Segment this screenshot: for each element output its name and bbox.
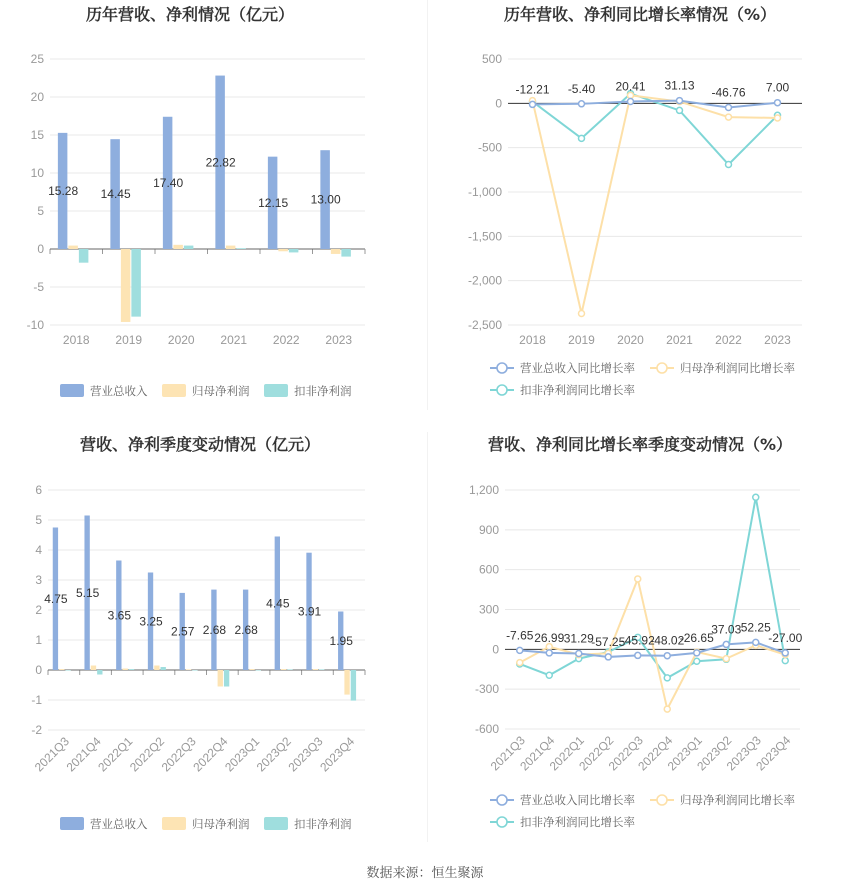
y-tick-label: 15 (30, 128, 44, 142)
bar-value-label: 3.25 (139, 614, 163, 629)
bar-value-label: 15.28 (48, 183, 79, 198)
chart-title: 营收、净利季度变动情况（亿元） (79, 435, 321, 454)
y-tick-label: 500 (481, 52, 502, 66)
point-营业总收入同比增长率-2019 (579, 101, 585, 107)
x-tick-label: 2023Q1 (664, 733, 705, 774)
bar-归母净利润-2021Q4 (91, 666, 96, 671)
x-tick-label: 2023Q2 (253, 734, 294, 775)
point-value-label: -26.65 (679, 630, 714, 645)
point-扣非净利润同比增长率-2023Q4 (782, 658, 788, 664)
annual-growth-rate-svg (425, 0, 850, 430)
y-tick-label: -1,000 (467, 185, 502, 199)
point-归母净利润同比增长率-2021Q3 (517, 660, 523, 666)
legend-swatch-2 (264, 384, 288, 397)
x-tick-label: 2018 (519, 333, 546, 347)
bar-扣非净利润-2021Q3 (65, 670, 70, 671)
line-营业总收入同比增长率 (533, 101, 778, 108)
y-tick-label: 600 (478, 562, 499, 577)
x-tick-label: 2023Q3 (723, 733, 764, 774)
legend-swatch-1 (162, 817, 186, 830)
legend-label-2: 扣非净利润 (294, 817, 352, 831)
bar-value-label: 3.91 (297, 604, 322, 619)
point-归母净利润同比增长率-2022 (726, 114, 732, 120)
point-扣非净利润同比增长率-2019 (579, 135, 585, 141)
point-value-label: -57.25 (591, 634, 626, 649)
bar-扣非净利润-2021 (236, 248, 246, 249)
bar-归母净利润-2020 (173, 245, 183, 249)
bar-归母净利润-2023Q4 (344, 670, 349, 695)
x-tick-label: 2023Q4 (317, 734, 358, 775)
legend-marker-2 (497, 385, 507, 395)
x-tick-label: 2021Q3 (31, 734, 72, 775)
y-tick-label: -5 (33, 280, 44, 294)
bar-value-label: 2.68 (202, 622, 227, 637)
y-tick-label: 6 (35, 483, 42, 497)
legend-marker-1 (657, 363, 667, 373)
point-营业总收入同比增长率-2022Q3 (635, 652, 641, 658)
point-扣非净利润同比增长率-2021Q4 (546, 672, 552, 678)
legend-label-2: 扣非净利润同比增长率 (520, 815, 635, 829)
y-tick-label: 0 (492, 642, 499, 657)
point-营业总收入同比增长率-2022 (726, 104, 732, 110)
x-tick-label: 2021Q4 (63, 734, 104, 775)
bar-归母净利润-2022 (278, 249, 288, 251)
point-value-label: 26.99 (534, 630, 565, 645)
x-tick-label: 2022Q3 (158, 734, 199, 775)
bar-扣非净利润-2023Q2 (287, 669, 292, 670)
y-tick-label: 4 (35, 543, 42, 557)
point-归母净利润同比增长率-2023Q2 (723, 656, 729, 662)
y-tick-label: -10 (26, 318, 44, 332)
y-tick-label: 0 (37, 242, 44, 256)
legend-label-2: 扣非净利润 (294, 384, 352, 398)
legend-label-0: 营业总收入 (90, 817, 148, 831)
y-tick-label: -300 (474, 682, 499, 697)
point-value-label: -27.00 (768, 630, 803, 645)
bar-value-label: 1.95 (329, 633, 353, 648)
bar-扣非净利润-2023Q4 (351, 670, 356, 701)
bar-value-label: 3.65 (107, 608, 132, 623)
y-tick-label: 25 (30, 52, 44, 66)
point-value-label: -12.21 (515, 82, 550, 97)
bar-value-label: 22.82 (205, 155, 236, 170)
y-tick-label: -2,500 (467, 318, 502, 332)
y-tick-label: 5 (37, 204, 44, 218)
x-tick-label: 2020 (617, 333, 644, 347)
point-营业总收入同比增长率-2022Q4 (664, 653, 670, 659)
bar-value-label: 12.15 (258, 195, 289, 210)
legend-marker-2 (497, 817, 507, 827)
y-tick-label: -2 (31, 723, 42, 737)
x-tick-label: 2023Q3 (285, 734, 326, 775)
data-source-note: 数据来源：恒生聚源 (366, 866, 484, 881)
x-tick-label: 2022Q2 (576, 733, 617, 774)
point-营业总收入同比增长率-2023Q4 (782, 650, 788, 656)
x-tick-label: 2023 (764, 333, 791, 347)
point-营业总收入同比增长率-2022Q1 (576, 650, 582, 656)
point-扣非净利润同比增长率-2021 (677, 107, 683, 113)
point-营业总收入同比增长率-2021 (677, 98, 683, 104)
point-营业总收入同比增长率-2021Q3 (517, 647, 523, 653)
x-tick-label: 2023Q2 (694, 733, 735, 774)
legend-swatch-2 (264, 817, 288, 830)
point-value-label: 31.29 (563, 631, 594, 646)
bar-value-label: 13.00 (310, 192, 341, 207)
bar-value-label: 17.40 (153, 175, 184, 190)
x-tick-label: 2019 (115, 333, 143, 347)
legend-label-2: 扣非净利润同比增长率 (520, 383, 635, 397)
annual-growth-rate-chart (425, 0, 850, 430)
legend-marker-0 (497, 363, 507, 373)
bar-扣非净利润-2021Q4 (97, 670, 102, 675)
legend-label-0: 营业总收入 (90, 384, 148, 398)
bar-扣非净利润-2018 (79, 249, 89, 263)
point-营业总收入同比增长率-2021Q4 (546, 650, 552, 656)
bar-归母净利润-2023Q3 (313, 669, 318, 670)
x-tick-label: 2022Q4 (635, 733, 676, 774)
y-tick-label: -600 (474, 722, 499, 736)
point-value-label: 37.03 (711, 622, 742, 637)
bar-扣非净利润-2023 (341, 249, 351, 257)
bar-扣非净利润-2023Q1 (256, 670, 261, 671)
bar-归母净利润-2023Q1 (249, 669, 254, 670)
bar-扣非净利润-2022Q2 (161, 667, 166, 670)
x-tick-label: 2018 (62, 333, 90, 347)
bar-扣非净利润-2022Q3 (192, 670, 197, 671)
chart-title: 营收、净利同比增长率季度变动情况（%） (487, 435, 793, 454)
point-value-label: -45.92 (620, 633, 655, 648)
point-扣非净利润同比增长率-2022Q4 (664, 675, 670, 681)
x-tick-label: 2020 (167, 333, 195, 347)
y-tick-label: 10 (30, 166, 44, 180)
y-tick-label: 5 (35, 513, 42, 527)
bar-归母净利润-2019 (121, 249, 131, 322)
point-value-label: -46.76 (711, 85, 746, 100)
bar-归母净利润-2021Q3 (59, 669, 64, 670)
point-扣非净利润同比增长率-2023Q3 (753, 494, 759, 500)
quarterly-growth-rate-svg (425, 430, 850, 860)
y-tick-label: -2,000 (467, 273, 502, 288)
bar-归母净利润-2023Q2 (281, 669, 286, 670)
legend-label-0: 营业总收入同比增长率 (520, 793, 635, 807)
x-tick-label: 2021 (220, 333, 248, 347)
x-tick-label: 2023Q4 (753, 733, 794, 774)
point-扣非净利润同比增长率-2023Q1 (694, 658, 700, 664)
legend-label-0: 营业总收入同比增长率 (520, 361, 635, 375)
y-tick-label: 300 (478, 602, 499, 617)
x-tick-label: 2021Q4 (517, 733, 558, 774)
y-tick-label: 3 (35, 573, 42, 587)
point-value-label: 7.00 (765, 80, 790, 95)
point-营业总收入同比增长率-2023Q3 (753, 639, 759, 645)
point-扣非净利润同比增长率-2022 (726, 162, 732, 168)
bar-扣非净利润-2023Q3 (319, 669, 324, 670)
legend-marker-1 (657, 795, 667, 805)
x-tick-label: 2022Q4 (190, 734, 231, 775)
bar-归母净利润-2022Q4 (218, 670, 223, 687)
bar-value-label: 4.45 (266, 596, 290, 611)
x-tick-label: 2022Q3 (605, 733, 646, 774)
y-tick-label: 0 (495, 96, 502, 111)
point-归母净利润同比增长率-2022Q3 (635, 576, 641, 582)
bar-归母净利润-2022Q3 (186, 669, 191, 670)
quarterly-growth-rate-chart (425, 430, 850, 860)
bar-value-label: 5.15 (75, 585, 100, 600)
quarterly-revenue-profit-svg (0, 430, 425, 860)
chart-title: 历年营收、净利情况（亿元） (85, 5, 295, 24)
x-tick-label: 2019 (568, 333, 595, 347)
legend-label-1: 归母净利润 (192, 384, 250, 398)
point-营业总收入同比增长率-2018 (530, 101, 536, 107)
point-value-label: -7.65 (506, 628, 534, 643)
point-value-label: -5.40 (567, 81, 596, 96)
bar-value-label: 2.57 (171, 624, 195, 639)
x-tick-label: 2022Q1 (95, 734, 136, 775)
bar-归母净利润-2023 (331, 249, 341, 254)
bar-扣非净利润-2019 (131, 249, 141, 317)
x-tick-label: 2023Q1 (222, 734, 263, 775)
x-tick-label: 2022Q1 (546, 733, 587, 774)
x-tick-label: 2022Q2 (126, 734, 168, 775)
x-tick-label: 2023 (325, 333, 353, 347)
legend-label-1: 归母净利润同比增长率 (680, 793, 795, 807)
point-归母净利润同比增长率-2023 (775, 115, 781, 121)
point-value-label: 20.41 (615, 79, 646, 94)
bar-归母净利润-2022Q2 (154, 666, 159, 671)
y-tick-label: 900 (478, 522, 499, 537)
point-value-label: 31.13 (664, 78, 695, 93)
y-tick-label: -1,500 (467, 229, 502, 244)
legend-marker-0 (497, 795, 507, 805)
x-tick-label: 2021 (666, 333, 693, 347)
legend-swatch-1 (162, 384, 186, 397)
point-归母净利润同比增长率-2019 (579, 310, 585, 316)
legend-swatch-0 (60, 384, 84, 397)
x-tick-label: 2021Q3 (487, 733, 528, 774)
annual-revenue-profit-chart (0, 0, 425, 430)
bar-扣非净利润-2022Q4 (224, 670, 229, 687)
point-营业总收入同比增长率-2020 (628, 99, 634, 105)
point-value-label: -48.02 (650, 633, 685, 648)
bar-扣非净利润-2022 (289, 249, 299, 252)
bar-归母净利润-2021 (226, 246, 236, 249)
bar-value-label: 4.75 (44, 591, 68, 606)
x-tick-label: 2022 (272, 333, 300, 347)
annual-revenue-profit-svg (0, 0, 425, 430)
chart-title: 历年营收、净利同比增长率情况（%） (503, 5, 777, 24)
y-tick-label: 1 (35, 633, 42, 647)
bar-value-label: 14.45 (100, 187, 131, 202)
x-tick-label: 2022 (715, 333, 742, 347)
y-tick-label: 20 (30, 90, 44, 104)
y-tick-label: -1 (31, 693, 42, 707)
y-tick-label: 1,200 (468, 483, 499, 497)
legend-label-1: 归母净利润同比增长率 (680, 361, 795, 375)
bar-扣非净利润-2022Q1 (129, 669, 134, 670)
y-tick-label: 0 (35, 663, 42, 677)
bar-归母净利润-2018 (68, 246, 78, 249)
y-tick-label: -500 (477, 140, 502, 155)
legend-swatch-0 (60, 817, 84, 830)
y-tick-label: 2 (35, 603, 42, 617)
point-营业总收入同比增长率-2022Q2 (605, 654, 611, 660)
point-归母净利润同比增长率-2022Q4 (664, 706, 670, 712)
quarterly-revenue-profit-chart (0, 430, 425, 860)
bar-value-label: 2.68 (234, 622, 258, 637)
point-营业总收入同比增长率-2023Q2 (723, 641, 729, 647)
point-营业总收入同比增长率-2023 (775, 100, 781, 106)
legend-label-1: 归母净利润 (192, 817, 250, 831)
point-value-label: 52.25 (740, 620, 771, 635)
bar-归母净利润-2022Q1 (122, 669, 127, 671)
bar-扣非净利润-2020 (184, 246, 194, 249)
point-营业总收入同比增长率-2023Q1 (694, 650, 700, 656)
